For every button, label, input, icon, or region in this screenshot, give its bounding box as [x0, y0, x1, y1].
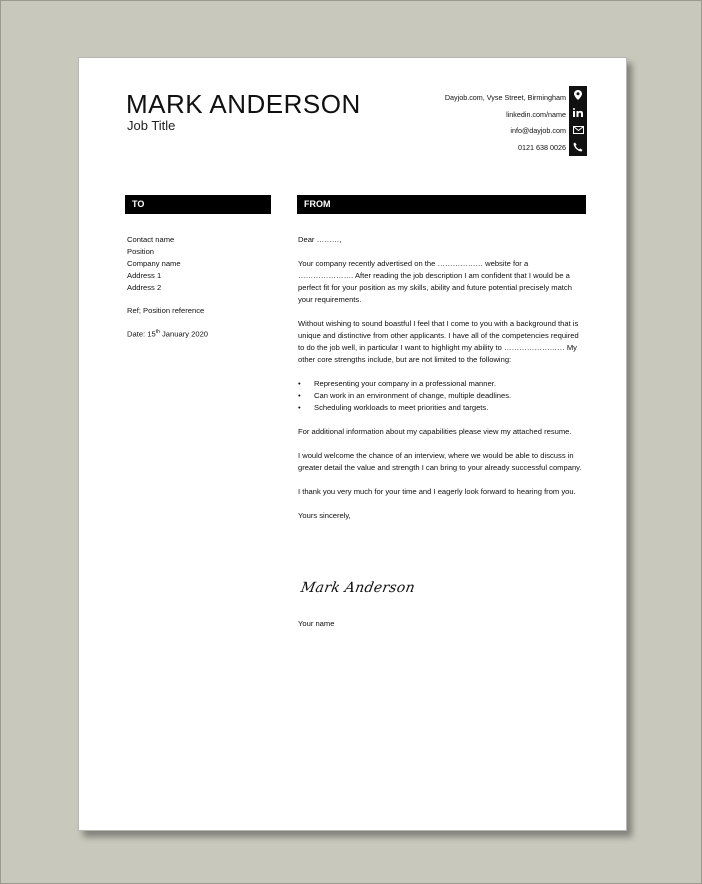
- position-reference: Ref; Position reference: [127, 306, 205, 315]
- job-title: Job Title: [127, 118, 176, 133]
- recipient-address-2: Address 2: [127, 283, 162, 292]
- list-item: • Scheduling workloads to meet priorities and targets.: [298, 402, 583, 414]
- recipient-details: [127, 234, 181, 294]
- envelope-icon: [569, 121, 587, 139]
- cover-letter-page: [78, 57, 627, 831]
- applicant-name: MARK ANDERSON: [126, 89, 361, 119]
- date-prefix: Date: 15: [127, 329, 156, 339]
- letter-paragraph-4: I would welcome the chance of an interview, where we would be able to discuss in greater detail the value and strength I can bring to your already successful company.: [298, 451, 582, 472]
- date-ordinal-suffix: th: [155, 329, 160, 335]
- letter-body: [298, 234, 583, 534]
- letter-greeting: Dear ………,: [298, 235, 342, 244]
- strengths-list: [298, 378, 583, 414]
- letter-date: [127, 329, 208, 339]
- contact-phone: 0121 638 0026: [518, 142, 566, 152]
- letter-paragraph-5: I thank you very much for your time and I eagerly look forward to hearing from you.: [298, 487, 576, 496]
- contact-details: [445, 92, 566, 158]
- handwritten-signature: Mark Anderson: [299, 580, 417, 596]
- recipient-address-1: Address 1: [127, 271, 162, 280]
- contact-email: info@dayjob.com: [510, 126, 566, 135]
- list-item: • Representing your company in a professional manner.: [298, 378, 583, 390]
- recipient-company-name: Company name: [127, 259, 181, 268]
- linkedin-icon: [569, 104, 587, 122]
- to-section-header: TO: [125, 195, 271, 214]
- list-item: • Can work in an environment of change, multiple deadlines.: [298, 390, 583, 402]
- letter-paragraph-2: Without wishing to sound boastful I feel that I come to you with a background that is unique and distinctive from other applicants. I have all of the competencies required to do the job well, in particular I want to highlight my ability to …………………… My other core strengths include, but are not limited to the following:: [298, 319, 579, 364]
- signatory-name: Your name: [298, 619, 335, 628]
- recipient-contact-name: Contact name: [127, 235, 175, 244]
- letter-closing: Yours sincerely,: [298, 511, 351, 520]
- phone-icon: [569, 139, 587, 157]
- contact-linkedin: linkedin.com/name: [506, 109, 566, 119]
- contact-address: Dayjob.com, Vyse Street, Birmingham: [444, 93, 566, 102]
- contact-icon-strip: [569, 86, 587, 156]
- date-rest: January 2020: [159, 329, 209, 339]
- from-section-header: FROM: [297, 195, 586, 214]
- recipient-position: Position: [127, 247, 155, 256]
- letter-paragraph-1: Your company recently advertised on the ……………… website for a …………………. After reading the job description I am confident that I would be a perfect fit for your position as my skills, ability and future potential precisely match your requirements.: [298, 259, 572, 304]
- location-pin-icon: [569, 86, 587, 104]
- letter-paragraph-3: For additional information about my capabilities please view my attached resume.: [298, 427, 572, 436]
